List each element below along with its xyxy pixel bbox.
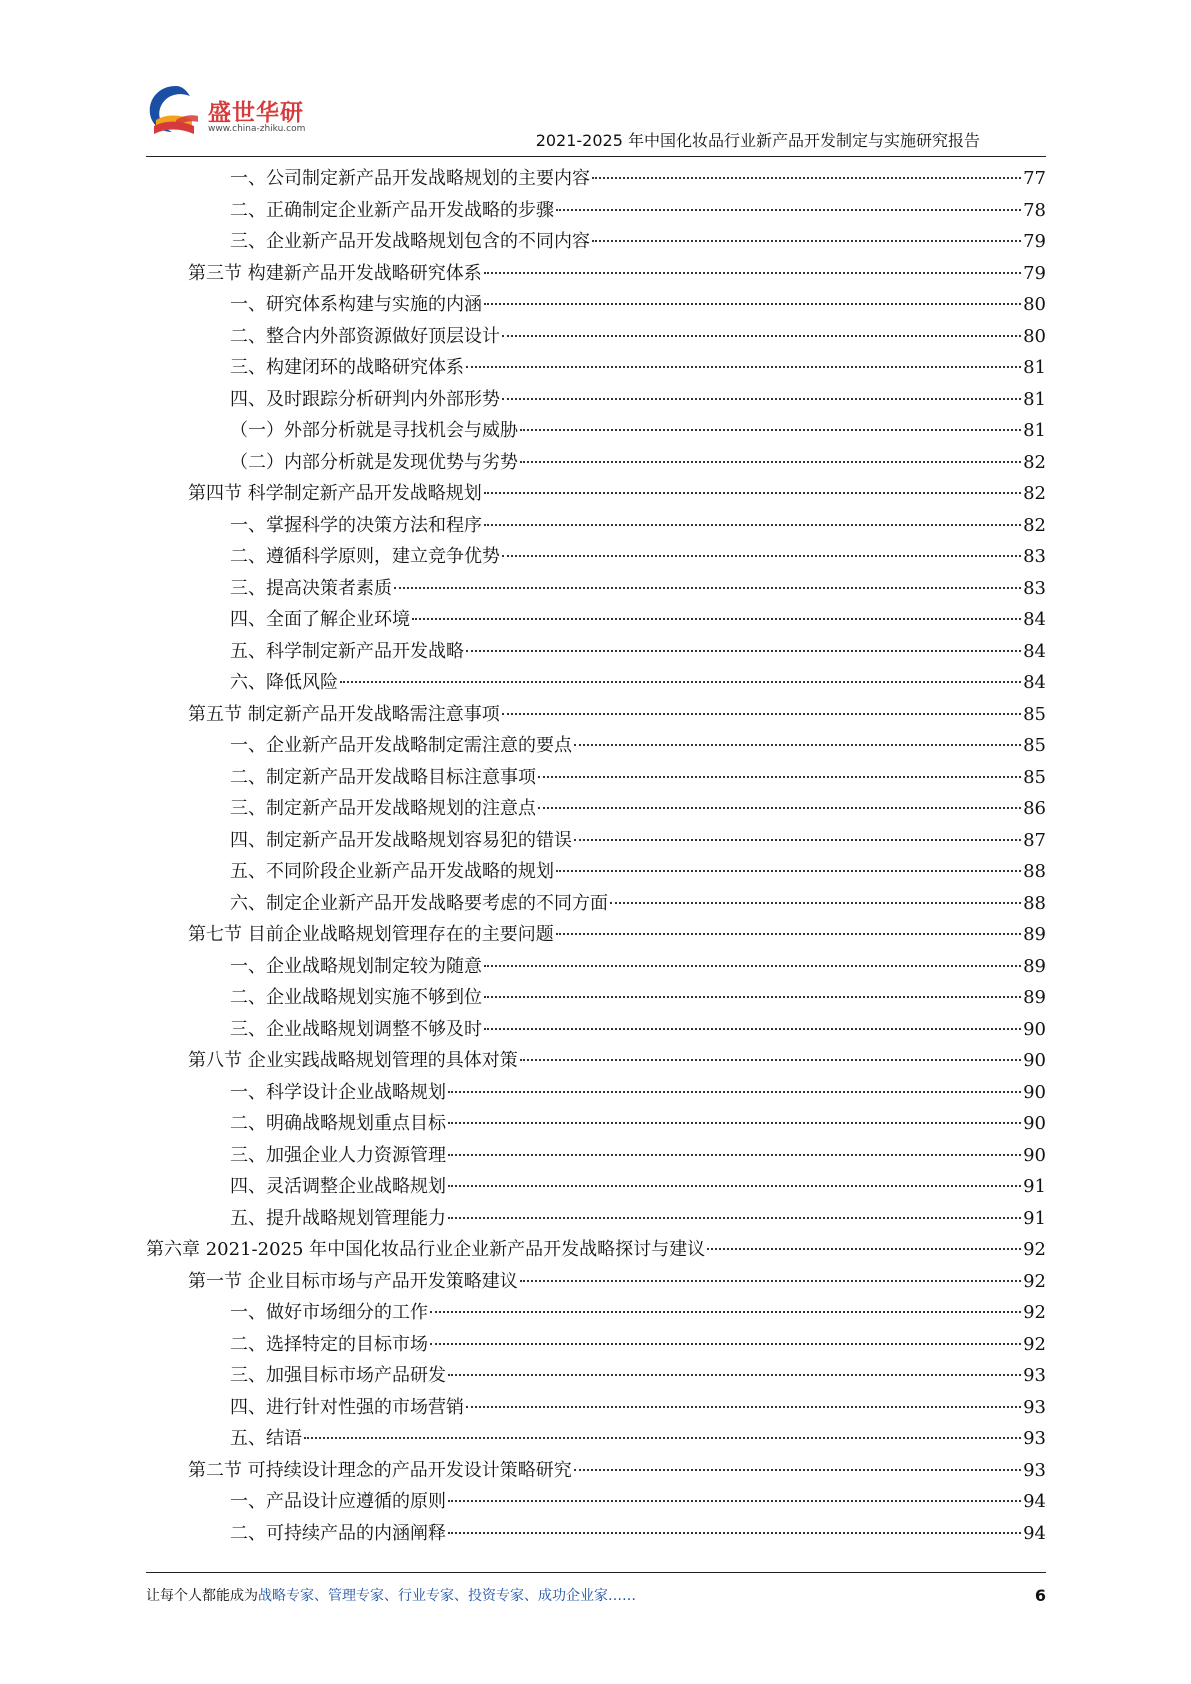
brand-url: www.china-zhiku.com xyxy=(208,124,306,134)
toc-entry-title: 二、制定新产品开发战略目标注意事项 xyxy=(230,766,536,788)
toc-entry-title: 三、提高决策者素质 xyxy=(230,577,392,599)
toc-entry-title: 二、遵循科学原则，建立竞争优势 xyxy=(230,546,500,567)
toc-entry-title: 二、明确战略规划重点目标 xyxy=(230,1113,446,1134)
toc-entry[interactable] xyxy=(146,1486,1046,1518)
toc-dot-leader xyxy=(502,398,1021,400)
toc-entry-title: 一、公司制定新产品开发战略规划的主要内容 xyxy=(230,168,590,189)
toc-entry-page: 85 xyxy=(1023,766,1046,788)
toc-dot-leader xyxy=(707,1248,1021,1250)
toc-entry-title: 一、科学设计企业战略规划 xyxy=(230,1081,446,1103)
toc-entry-title: 三、企业战略规划调整不够及时 xyxy=(230,1018,482,1040)
toc-entry-title: （一）外部分析就是寻找机会与威胁 xyxy=(230,420,518,441)
toc-dot-leader xyxy=(304,1437,1021,1439)
toc-entry-title: 三、企业新产品开发战略规划包含的不同内容 xyxy=(230,231,590,252)
toc-entry-title: 第八节 企业实践战略规划管理的具体对策 xyxy=(188,1050,518,1071)
toc-entry-page: 85 xyxy=(1023,703,1046,725)
toc-entry[interactable] xyxy=(146,195,1046,227)
toc-entry-title: 一、产品设计应遵循的原则 xyxy=(230,1491,446,1512)
toc-entry-page: 90 xyxy=(1023,1018,1046,1040)
toc-entry[interactable] xyxy=(146,1203,1046,1235)
toc-dot-leader xyxy=(448,1154,1021,1156)
toc-entry-title: 二、企业战略规划实施不够到位 xyxy=(230,987,482,1008)
toc-entry[interactable] xyxy=(146,1014,1046,1046)
toc-dot-leader xyxy=(394,587,1021,589)
toc-entry-title: 三、制定新产品开发战略规划的注意点 xyxy=(230,798,536,819)
toc-entry-title: 二、可持续产品的内涵阐释 xyxy=(230,1522,446,1544)
toc-entry-page: 84 xyxy=(1023,609,1046,630)
toc-entry-title: 第二节 可持续设计理念的产品开发设计策略研究 xyxy=(188,1459,572,1481)
toc-entry-title: 四、进行针对性强的市场营销 xyxy=(230,1396,464,1418)
toc-entry[interactable] xyxy=(146,415,1046,447)
slogan-prefix: 让每个人都能成为 xyxy=(146,1588,258,1604)
toc-dot-leader xyxy=(430,1343,1021,1345)
toc-entry[interactable] xyxy=(146,447,1046,479)
toc-entry-title: 一、掌握科学的决策方法和程序 xyxy=(230,514,482,536)
toc-dot-leader xyxy=(484,303,1021,305)
toc-entry-page: 87 xyxy=(1023,829,1046,851)
toc-dot-leader xyxy=(574,1469,1021,1471)
toc-entry[interactable] xyxy=(146,1234,1046,1266)
toc-dot-leader xyxy=(574,744,1021,746)
toc-entry-page: 82 xyxy=(1023,451,1046,473)
toc-dot-leader xyxy=(448,1217,1021,1219)
toc-entry[interactable] xyxy=(146,1392,1046,1424)
toc-entry-title: 二、整合内外部资源做好顶层设计 xyxy=(230,325,500,347)
toc-entry[interactable] xyxy=(146,352,1046,384)
company-logo xyxy=(146,80,316,150)
toc-entry-page: 80 xyxy=(1023,294,1046,315)
toc-entry-page: 91 xyxy=(1023,1207,1046,1229)
toc-entry-page: 92 xyxy=(1023,1270,1046,1292)
toc-entry-page: 83 xyxy=(1023,577,1046,599)
toc-entry-page: 83 xyxy=(1023,546,1046,567)
toc-dot-leader xyxy=(484,524,1021,526)
toc-entry[interactable] xyxy=(146,919,1046,951)
toc-dot-leader xyxy=(484,1028,1021,1030)
toc-dot-leader xyxy=(484,996,1021,998)
toc-entry[interactable] xyxy=(146,888,1046,920)
toc-entry-title: 第七节 目前企业战略规划管理存在的主要问题 xyxy=(188,924,554,945)
toc-entry-page: 88 xyxy=(1023,892,1046,914)
toc-entry[interactable] xyxy=(146,730,1046,762)
toc-entry[interactable] xyxy=(146,1423,1046,1455)
toc-entry-title: 三、加强目标市场产品研发 xyxy=(230,1365,446,1386)
toc-entry-page: 90 xyxy=(1023,1050,1046,1071)
toc-entry-title: 第六章 2021-2025 年中国化妆品行业企业新产品开发战略探讨与建议 xyxy=(146,1239,706,1260)
toc-entry-title: 一、企业战略规划制定较为随意 xyxy=(230,955,482,977)
toc-entry-page: 94 xyxy=(1023,1522,1046,1544)
toc-entry-title: 一、研究体系构建与实施的内涵 xyxy=(230,294,482,315)
toc-dot-leader xyxy=(502,335,1021,337)
toc-dot-leader xyxy=(538,776,1021,778)
toc-dot-leader xyxy=(520,461,1021,463)
toc-entry-page: 93 xyxy=(1023,1428,1046,1449)
toc-entry-page: 92 xyxy=(1023,1333,1046,1355)
toc-entry-page: 82 xyxy=(1023,514,1046,536)
toc-entry-page: 91 xyxy=(1023,1176,1046,1197)
toc-dot-leader xyxy=(412,618,1021,620)
toc-dot-leader xyxy=(484,492,1021,494)
brand-name: 盛世华研 xyxy=(208,100,304,126)
toc-dot-leader xyxy=(538,807,1021,809)
header-divider xyxy=(146,156,1046,157)
toc-dot-leader xyxy=(520,1280,1021,1282)
toc-entry[interactable] xyxy=(146,951,1046,983)
toc-entry-title: 一、做好市场细分的工作 xyxy=(230,1302,428,1323)
toc-entry[interactable] xyxy=(146,1140,1046,1172)
toc-entry[interactable] xyxy=(146,289,1046,321)
toc-entry-page: 80 xyxy=(1023,325,1046,347)
toc-dot-leader xyxy=(448,1091,1021,1093)
toc-entry-page: 81 xyxy=(1023,357,1046,378)
toc-dot-leader xyxy=(556,870,1021,872)
toc-entry-title: 四、及时跟踪分析研判内外部形势 xyxy=(230,388,500,410)
table-of-contents xyxy=(146,163,1046,1549)
toc-entry[interactable] xyxy=(146,1108,1046,1140)
toc-dot-leader xyxy=(466,366,1021,368)
toc-dot-leader xyxy=(430,1311,1021,1313)
toc-entry-page: 94 xyxy=(1023,1491,1046,1512)
toc-entry-title: 三、构建闭环的战略研究体系 xyxy=(230,357,464,378)
toc-entry-page: 77 xyxy=(1023,168,1046,189)
toc-entry[interactable] xyxy=(146,510,1046,542)
toc-entry-title: 六、制定企业新产品开发战略要考虑的不同方面 xyxy=(230,892,608,914)
toc-dot-leader xyxy=(502,555,1021,557)
toc-entry[interactable] xyxy=(146,604,1046,636)
toc-entry-page: 79 xyxy=(1023,262,1046,284)
toc-entry-page: 93 xyxy=(1023,1365,1046,1386)
logo-emblem-icon xyxy=(146,80,208,146)
toc-dot-leader xyxy=(574,839,1021,841)
toc-dot-leader xyxy=(556,933,1021,935)
toc-entry-title: 二、正确制定企业新产品开发战略的步骤 xyxy=(230,199,554,221)
toc-dot-leader xyxy=(484,965,1021,967)
toc-entry-page: 79 xyxy=(1023,231,1046,252)
toc-entry-title: 五、结语 xyxy=(230,1428,302,1449)
toc-dot-leader xyxy=(484,272,1021,274)
toc-dot-leader xyxy=(448,1532,1021,1534)
slogan-highlight: 战略专家、管理专家、行业专家、投资专家、成功企业家…… xyxy=(258,1588,636,1604)
toc-dot-leader xyxy=(466,650,1021,652)
toc-entry-page: 82 xyxy=(1023,483,1046,504)
toc-entry-title: 五、不同阶段企业新产品开发战略的规划 xyxy=(230,861,554,882)
toc-entry[interactable] xyxy=(146,1171,1046,1203)
toc-entry-page: 84 xyxy=(1023,640,1046,662)
toc-entry[interactable] xyxy=(146,321,1046,353)
toc-entry-title: 第一节 企业目标市场与产品开发策略建议 xyxy=(188,1270,518,1292)
page-header xyxy=(0,0,1191,160)
toc-entry[interactable] xyxy=(146,1297,1046,1329)
toc-entry[interactable] xyxy=(146,1329,1046,1361)
toc-entry-title: 五、科学制定新产品开发战略 xyxy=(230,640,464,662)
toc-entry-page: 84 xyxy=(1023,672,1046,693)
toc-entry[interactable] xyxy=(146,1518,1046,1550)
toc-entry-title: 四、全面了解企业环境 xyxy=(230,609,410,630)
toc-entry-title: 六、降低风险 xyxy=(230,672,338,693)
toc-dot-leader xyxy=(448,1122,1021,1124)
toc-dot-leader xyxy=(520,1059,1021,1061)
toc-entry[interactable] xyxy=(146,226,1046,258)
toc-entry[interactable] xyxy=(146,384,1046,416)
report-title: 2021-2025 年中国化妆品行业新产品开发制定与实施研究报告 xyxy=(535,131,980,150)
toc-entry-title: 第四节 科学制定新产品开发战略规划 xyxy=(188,483,482,504)
toc-dot-leader xyxy=(448,1185,1021,1187)
toc-dot-leader xyxy=(448,1500,1021,1502)
toc-entry-title: 四、制定新产品开发战略规划容易犯的错误 xyxy=(230,829,572,851)
toc-dot-leader xyxy=(592,240,1021,242)
toc-entry[interactable] xyxy=(146,856,1046,888)
toc-entry[interactable] xyxy=(146,825,1046,857)
toc-dot-leader xyxy=(448,1374,1021,1376)
toc-entry[interactable] xyxy=(146,636,1046,668)
toc-entry-page: 92 xyxy=(1023,1302,1046,1323)
toc-entry-page: 88 xyxy=(1023,861,1046,882)
toc-entry-title: 一、企业新产品开发战略制定需注意的要点 xyxy=(230,735,572,756)
toc-entry-page: 89 xyxy=(1023,987,1046,1008)
toc-entry-page: 81 xyxy=(1023,420,1046,441)
toc-entry[interactable] xyxy=(146,478,1046,510)
toc-entry-page: 90 xyxy=(1023,1113,1046,1134)
toc-entry-page: 89 xyxy=(1023,955,1046,977)
toc-entry[interactable] xyxy=(146,163,1046,195)
toc-entry-page: 93 xyxy=(1023,1459,1046,1481)
toc-entry-title: （二）内部分析就是发现优势与劣势 xyxy=(230,451,518,473)
toc-entry[interactable] xyxy=(146,793,1046,825)
toc-entry-title: 五、提升战略规划管理能力 xyxy=(230,1207,446,1229)
toc-dot-leader xyxy=(520,429,1021,431)
toc-entry-page: 81 xyxy=(1023,388,1046,410)
toc-entry-page: 85 xyxy=(1023,735,1046,756)
toc-entry-title: 三、加强企业人力资源管理 xyxy=(230,1144,446,1166)
page-footer xyxy=(146,1580,1046,1610)
page-number: 6 xyxy=(1034,1585,1046,1605)
toc-entry-title: 第五节 制定新产品开发战略需注意事项 xyxy=(188,703,500,725)
toc-entry[interactable] xyxy=(146,667,1046,699)
toc-entry-page: 90 xyxy=(1023,1144,1046,1166)
toc-entry-page: 93 xyxy=(1023,1396,1046,1418)
toc-dot-leader xyxy=(592,177,1021,179)
toc-entry-page: 78 xyxy=(1023,199,1046,221)
footer-divider xyxy=(146,1572,1046,1573)
toc-entry[interactable] xyxy=(146,1045,1046,1077)
toc-entry[interactable] xyxy=(146,1266,1046,1298)
toc-entry[interactable] xyxy=(146,1077,1046,1109)
toc-entry[interactable] xyxy=(146,699,1046,731)
toc-entry-title: 第三节 构建新产品开发战略研究体系 xyxy=(188,262,482,284)
toc-entry[interactable] xyxy=(146,982,1046,1014)
toc-entry-title: 二、选择特定的目标市场 xyxy=(230,1333,428,1355)
toc-entry[interactable] xyxy=(146,1455,1046,1487)
toc-dot-leader xyxy=(466,1406,1021,1408)
toc-dot-leader xyxy=(556,209,1021,211)
toc-entry[interactable] xyxy=(146,573,1046,605)
toc-entry[interactable] xyxy=(146,1360,1046,1392)
toc-entry-page: 92 xyxy=(1023,1239,1046,1260)
toc-entry-title: 四、灵活调整企业战略规划 xyxy=(230,1176,446,1197)
toc-entry[interactable] xyxy=(146,258,1046,290)
toc-entry[interactable] xyxy=(146,541,1046,573)
toc-entry[interactable] xyxy=(146,762,1046,794)
toc-entry-page: 90 xyxy=(1023,1081,1046,1103)
footer-slogan xyxy=(146,1585,636,1605)
toc-entry-page: 86 xyxy=(1023,798,1046,819)
toc-entry-page: 89 xyxy=(1023,924,1046,945)
toc-dot-leader xyxy=(610,902,1021,904)
toc-dot-leader xyxy=(340,681,1021,683)
toc-dot-leader xyxy=(502,713,1021,715)
